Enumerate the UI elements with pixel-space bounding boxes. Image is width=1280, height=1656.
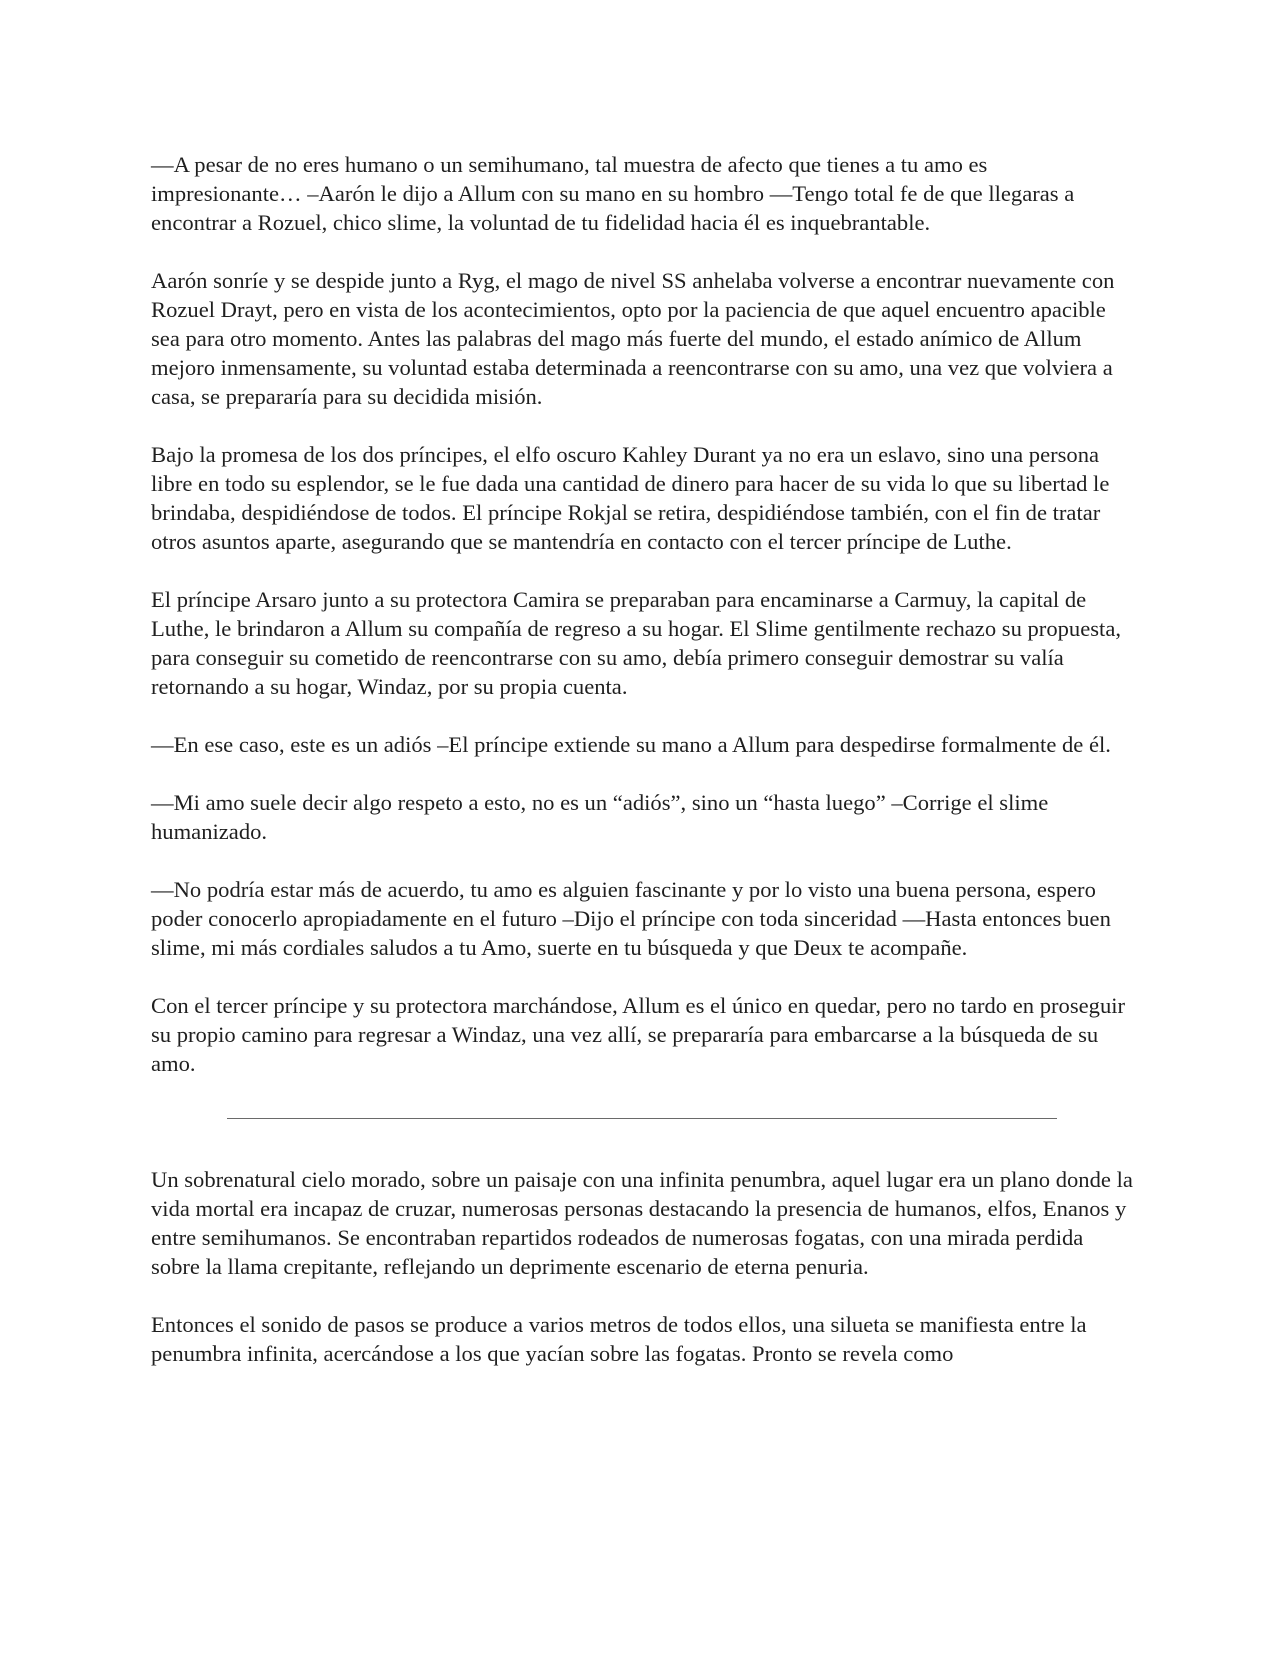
paragraph-purple-sky: Un sobrenatural cielo morado, sobre un paisaje con una infinita penumbra, aquel lugar era un plano donde la vida mortal era incapaz de cruzar, numerosas personas destacando la presencia de humanos, elfos, Enanos y entre semihumanos. Se encontraban repartidos rodeados de numerosas fogatas, con una mirada perdida sobre la llama crepitante, reflejando un deprimente escenario de eterna penuria. bbox=[151, 1167, 1133, 1279]
paragraph-arsaro-offer: El príncipe Arsaro junto a su protectora Camira se preparaban para encaminarse a Carmuy, la capital de Luthe, le brindaron a Allum su compañía de regreso a su hogar. El Slime gentilmente rechazo su propuesta, para conseguir su cometido de reencontrarse con su amo, debía primero conseguir demostrar su valía retornando a su hogar, Windaz, por su propia cuenta. bbox=[151, 587, 1121, 699]
paragraph-allum-departs: Con el tercer príncipe y su protectora marchándose, Allum es el único en quedar, pero no tardo en proseguir su propio camino para regresar a Windaz, una vez allí, se prepararía para embarcarse a la búsqueda de su amo. bbox=[151, 993, 1126, 1076]
paragraph-aaron-speech: —A pesar de no eres humano o un semihumano, tal muestra de afecto que tienes a tu amo es impresionante… –Aarón le dijo a Allum con su mano en su hombro —Tengo total fe de que llegaras a encontrar a Rozuel, chico slime, la voluntad de tu fidelidad hacia él es inquebrantable. bbox=[151, 152, 1075, 235]
paragraph-kahley-freedom: Bajo la promesa de los dos príncipes, el elfo oscuro Kahley Durant ya no era un eslavo, sino una persona libre en todo su esplendor, se le fue dada una cantidad de dinero para hacer de su vida lo que su libertad le brindaba, despidiéndose de todos. El príncipe Rokjal se retira, despidiéndose también, con el fin de tratar otros asuntos aparte, asegurando que se mantendría en contacto con el tercer príncipe de Luthe. bbox=[151, 442, 1110, 554]
paragraph-footsteps: Entonces el sonido de pasos se produce a varios metros de todos ellos, una silueta se manifiesta entre la penumbra infinita, acercándose a los que yacían sobre las fogatas. Pronto se revela como bbox=[151, 1312, 1087, 1366]
document-body bbox=[151, 150, 1136, 1397]
paragraph-hasta-luego: —Mi amo suele decir algo respeto a esto, no es un “adiós”, sino un “hasta luego” –Corrige el slime humanizado. bbox=[151, 790, 1049, 844]
divider-line bbox=[227, 1118, 1057, 1119]
paragraph-aaron-farewell: Aarón sonríe y se despide junto a Ryg, el mago de nivel SS anhelaba volverse a encontrar nuevamente con Rozuel Drayt, pero en vista de los acontecimientos, opto por la paciencia de que aquel encuentro apacible sea para otro momento. Antes las palabras del mago más fuerte del mundo, el estado anímico de Allum mejoro inmensamente, su voluntad estaba determinada a reencontrarse con su amo, una vez que volviera a casa, se prepararía para su decidida misión. bbox=[151, 268, 1115, 409]
section-divider bbox=[151, 1107, 1136, 1136]
paragraph-prince-adios: —En ese caso, este es un adiós –El príncipe extiende su mano a Allum para despedirse formalmente de él. bbox=[151, 732, 1111, 757]
paragraph-prince-reply: —No podría estar más de acuerdo, tu amo es alguien fascinante y por lo visto una buena persona, espero poder conocerlo apropiadamente en el futuro –Dijo el príncipe con toda sinceridad —Hasta entonces buen slime, mi más cordiales saludos a tu Amo, suerte en tu búsqueda y que Deux te acompañe. bbox=[151, 877, 1111, 960]
